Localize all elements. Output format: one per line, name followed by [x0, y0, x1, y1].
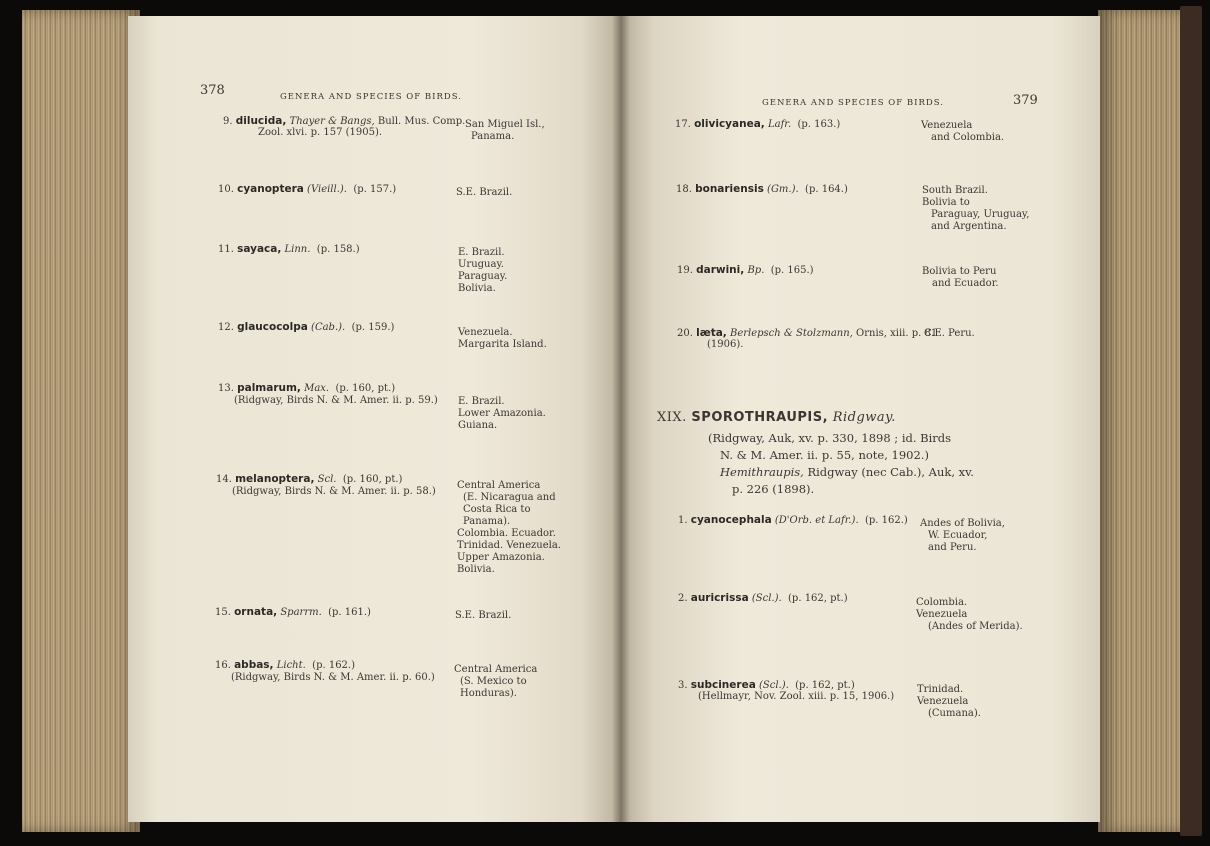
text-fragment: (p. 160, pt.): [335, 383, 396, 394]
text-line: and Ecuador.: [932, 278, 999, 289]
text-fragment: Bull. Mus. Comp.: [377, 116, 466, 127]
text-line: (E. Nicaragua and: [463, 492, 556, 503]
text-fragment: (p. 157.): [353, 184, 397, 195]
text-line: E. Brazil.: [458, 396, 505, 407]
species-name: cyanoptera: [237, 183, 304, 195]
text-fragment: (p. 162, pt.): [795, 680, 855, 691]
species-name: auricrissa: [690, 592, 749, 604]
text-fragment: 1.: [678, 515, 688, 526]
text-line: Venezuela: [917, 696, 969, 707]
text-line: [678, 592, 848, 605]
text-fragment: (Gm.).: [767, 184, 799, 195]
text-fragment: Scl.: [317, 474, 337, 485]
text-line: Bolivia to Peru: [922, 266, 997, 277]
text-fragment: 19.: [677, 265, 693, 276]
text-line: (Hellmayr, Nov. Zool. xiii. p. 15, 1906.): [698, 691, 895, 702]
right-page: [620, 16, 1100, 822]
text-line: Venezuela: [916, 609, 968, 620]
text-line: [678, 514, 908, 527]
text-fragment: 13.: [218, 383, 234, 394]
text-line: (Ridgway, Birds N. & M. Amer. ii. p. 59.): [234, 395, 438, 406]
running-header: GENERA AND SPECIES OF BIRDS.: [762, 98, 944, 108]
text-line: and Colombia.: [931, 132, 1005, 143]
species-name: sayaca,: [237, 243, 282, 255]
text-fragment: Linn.: [284, 244, 311, 255]
running-header: GENERA AND SPECIES OF BIRDS.: [280, 92, 462, 102]
text-fragment: 17.: [675, 119, 691, 130]
left-page: [128, 16, 620, 822]
genus-name: SPOROTHRAUPIS,: [691, 410, 829, 425]
text-fragment: 20.: [677, 328, 693, 339]
species-name: olivicyanea,: [694, 118, 765, 130]
text-fragment: (Scl.).: [758, 680, 789, 691]
text-line: W. Ecuador,: [928, 530, 988, 541]
text-line: Lower Amazonia.: [458, 408, 546, 419]
text-line: Uruguay.: [458, 259, 504, 270]
text-line: [218, 243, 360, 256]
species-name: dilucida,: [235, 115, 287, 127]
text-fragment: (p. 164.): [805, 184, 848, 195]
text-line: Colombia.: [916, 597, 968, 608]
text-line: Bolivia.: [458, 283, 496, 294]
text-line: (Ridgway, Birds N. & M. Amer. ii. p. 60.): [231, 672, 435, 683]
text-line: (Cumana).: [928, 708, 981, 719]
text-fragment: 10.: [218, 184, 234, 195]
text-fragment: (p. 163.): [797, 119, 841, 130]
text-line: Venezuela.: [458, 327, 513, 338]
text-line: [676, 183, 848, 196]
text-line: Panama).: [463, 516, 511, 527]
text-fragment: Thayer & Bangs,: [289, 116, 375, 127]
text-line: San Miguel Isl.,: [465, 119, 545, 130]
text-line: Bolivia.: [457, 564, 495, 575]
text-line: [677, 264, 814, 277]
text-fragment: Licht.: [276, 660, 306, 671]
text-line: Trinidad. Venezuela.: [457, 540, 561, 551]
text-line: Guiana.: [458, 420, 498, 431]
species-name: læta,: [696, 327, 727, 339]
text-fragment: 11.: [218, 244, 234, 255]
species-name: bonariensis: [695, 183, 764, 195]
text-line: [218, 321, 394, 334]
text-fragment: 15.: [215, 607, 231, 618]
species-name: ornata,: [234, 606, 278, 618]
text-line: Central America: [454, 664, 538, 675]
text-fragment: (p. 162.): [865, 515, 908, 526]
text-line: Zool. xlvi. p. 157 (1905).: [258, 127, 383, 138]
species-name: melanoptera,: [235, 473, 315, 485]
species-name: abbas,: [234, 659, 274, 671]
text-fragment: XIX.: [657, 410, 687, 425]
text-line: Trinidad.: [917, 684, 964, 695]
text-line: Paraguay.: [458, 271, 508, 282]
text-fragment: Sparrm.: [280, 607, 322, 618]
text-fragment: 18.: [676, 184, 692, 195]
text-fragment: 12.: [218, 322, 234, 333]
text-line: S.E. Brazil.: [455, 610, 512, 621]
text-line: Margarita Island.: [458, 339, 547, 350]
text-line: and Argentina.: [931, 221, 1007, 232]
text-line: (1906).: [707, 339, 744, 350]
species-name: darwini,: [696, 264, 745, 276]
text-line: (S. Mexico to: [460, 676, 527, 687]
text-line: [218, 183, 396, 196]
species-name: glaucocolpa: [237, 321, 308, 333]
text-line: Paraguay, Uruguay,: [931, 209, 1030, 220]
text-fragment: Ridgway.: [832, 410, 896, 425]
text-line: S.E. Brazil.: [456, 187, 513, 198]
text-fragment: (Scl.).: [751, 593, 782, 604]
text-line: South Brazil.: [922, 185, 988, 196]
text-line: (Ridgway, Auk, xv. p. 330, 1898 ; id. Birds: [708, 431, 952, 445]
text-line: E. Brazil.: [458, 247, 505, 258]
text-fragment: 2.: [678, 593, 688, 604]
text-line: [218, 382, 395, 395]
text-fragment: Ornis, xiii. p. 81: [856, 328, 938, 339]
text-fragment: Ridgway (nec Cab.), Auk, xv.: [807, 465, 974, 479]
text-line: Colombia. Ecuador.: [457, 528, 556, 539]
text-fragment: (Cab.).: [311, 322, 346, 333]
species-name: subcinerea: [690, 679, 756, 691]
text-line: Central America: [457, 480, 541, 491]
text-line: p. 226 (1898).: [732, 482, 815, 496]
right-page-edges: [1098, 10, 1192, 832]
text-fragment: (p. 158.): [316, 244, 360, 255]
text-line: (Ridgway, Birds N. & M. Amer. ii. p. 58.): [232, 486, 436, 497]
text-line: Bolivia to: [922, 197, 970, 208]
text-fragment: Max.: [304, 383, 330, 394]
text-line: Panama.: [471, 131, 515, 142]
text-line: (Andes of Merida).: [928, 621, 1023, 632]
text-line: Venezuela: [921, 120, 973, 131]
text-line: [720, 465, 974, 479]
text-line: Honduras).: [460, 688, 517, 699]
text-line: [215, 659, 355, 672]
text-fragment: (D'Orb. et Lafr.).: [774, 515, 859, 526]
text-line: [216, 473, 402, 486]
text-fragment: (p. 162, pt.): [788, 593, 848, 604]
text-fragment: Lafr.: [767, 119, 792, 130]
text-fragment: (Vieill.).: [307, 184, 347, 195]
text-line: Upper Amazonia.: [457, 552, 545, 563]
text-line: [215, 606, 371, 619]
text-line: C.E. Peru.: [924, 328, 975, 339]
text-line: N. & M. Amer. ii. p. 55, note, 1902.): [720, 448, 929, 462]
text-fragment: (p. 162.): [312, 660, 355, 671]
page-number: 379: [1013, 93, 1038, 108]
text-line: and Peru.: [928, 542, 977, 553]
text-line: Andes of Bolivia,: [920, 518, 1005, 529]
text-fragment: Hemithraupis,: [720, 465, 804, 479]
text-fragment: Berlepsch & Stolzmann,: [729, 328, 853, 339]
text-fragment: 16.: [215, 660, 231, 671]
text-fragment: (p. 160, pt.): [342, 474, 403, 485]
left-page-edges: [22, 10, 140, 832]
species-name: palmarum,: [237, 382, 301, 394]
text-fragment: 9.: [223, 116, 233, 127]
text-fragment: (p. 165.): [770, 265, 814, 276]
text-fragment: (p. 159.): [351, 322, 395, 333]
species-name: cyanocephala: [690, 514, 772, 526]
book-spine-gutter: [612, 16, 630, 822]
book-cover-edge: [1180, 6, 1202, 836]
text-fragment: 14.: [216, 474, 232, 485]
page-number: 378: [200, 83, 225, 98]
text-line: [657, 412, 896, 424]
text-fragment: (p. 161.): [328, 607, 371, 618]
text-line: [675, 118, 840, 131]
text-fragment: Bp.: [747, 265, 765, 276]
text-fragment: 3.: [678, 680, 688, 691]
text-line: Costa Rica to: [463, 504, 531, 515]
